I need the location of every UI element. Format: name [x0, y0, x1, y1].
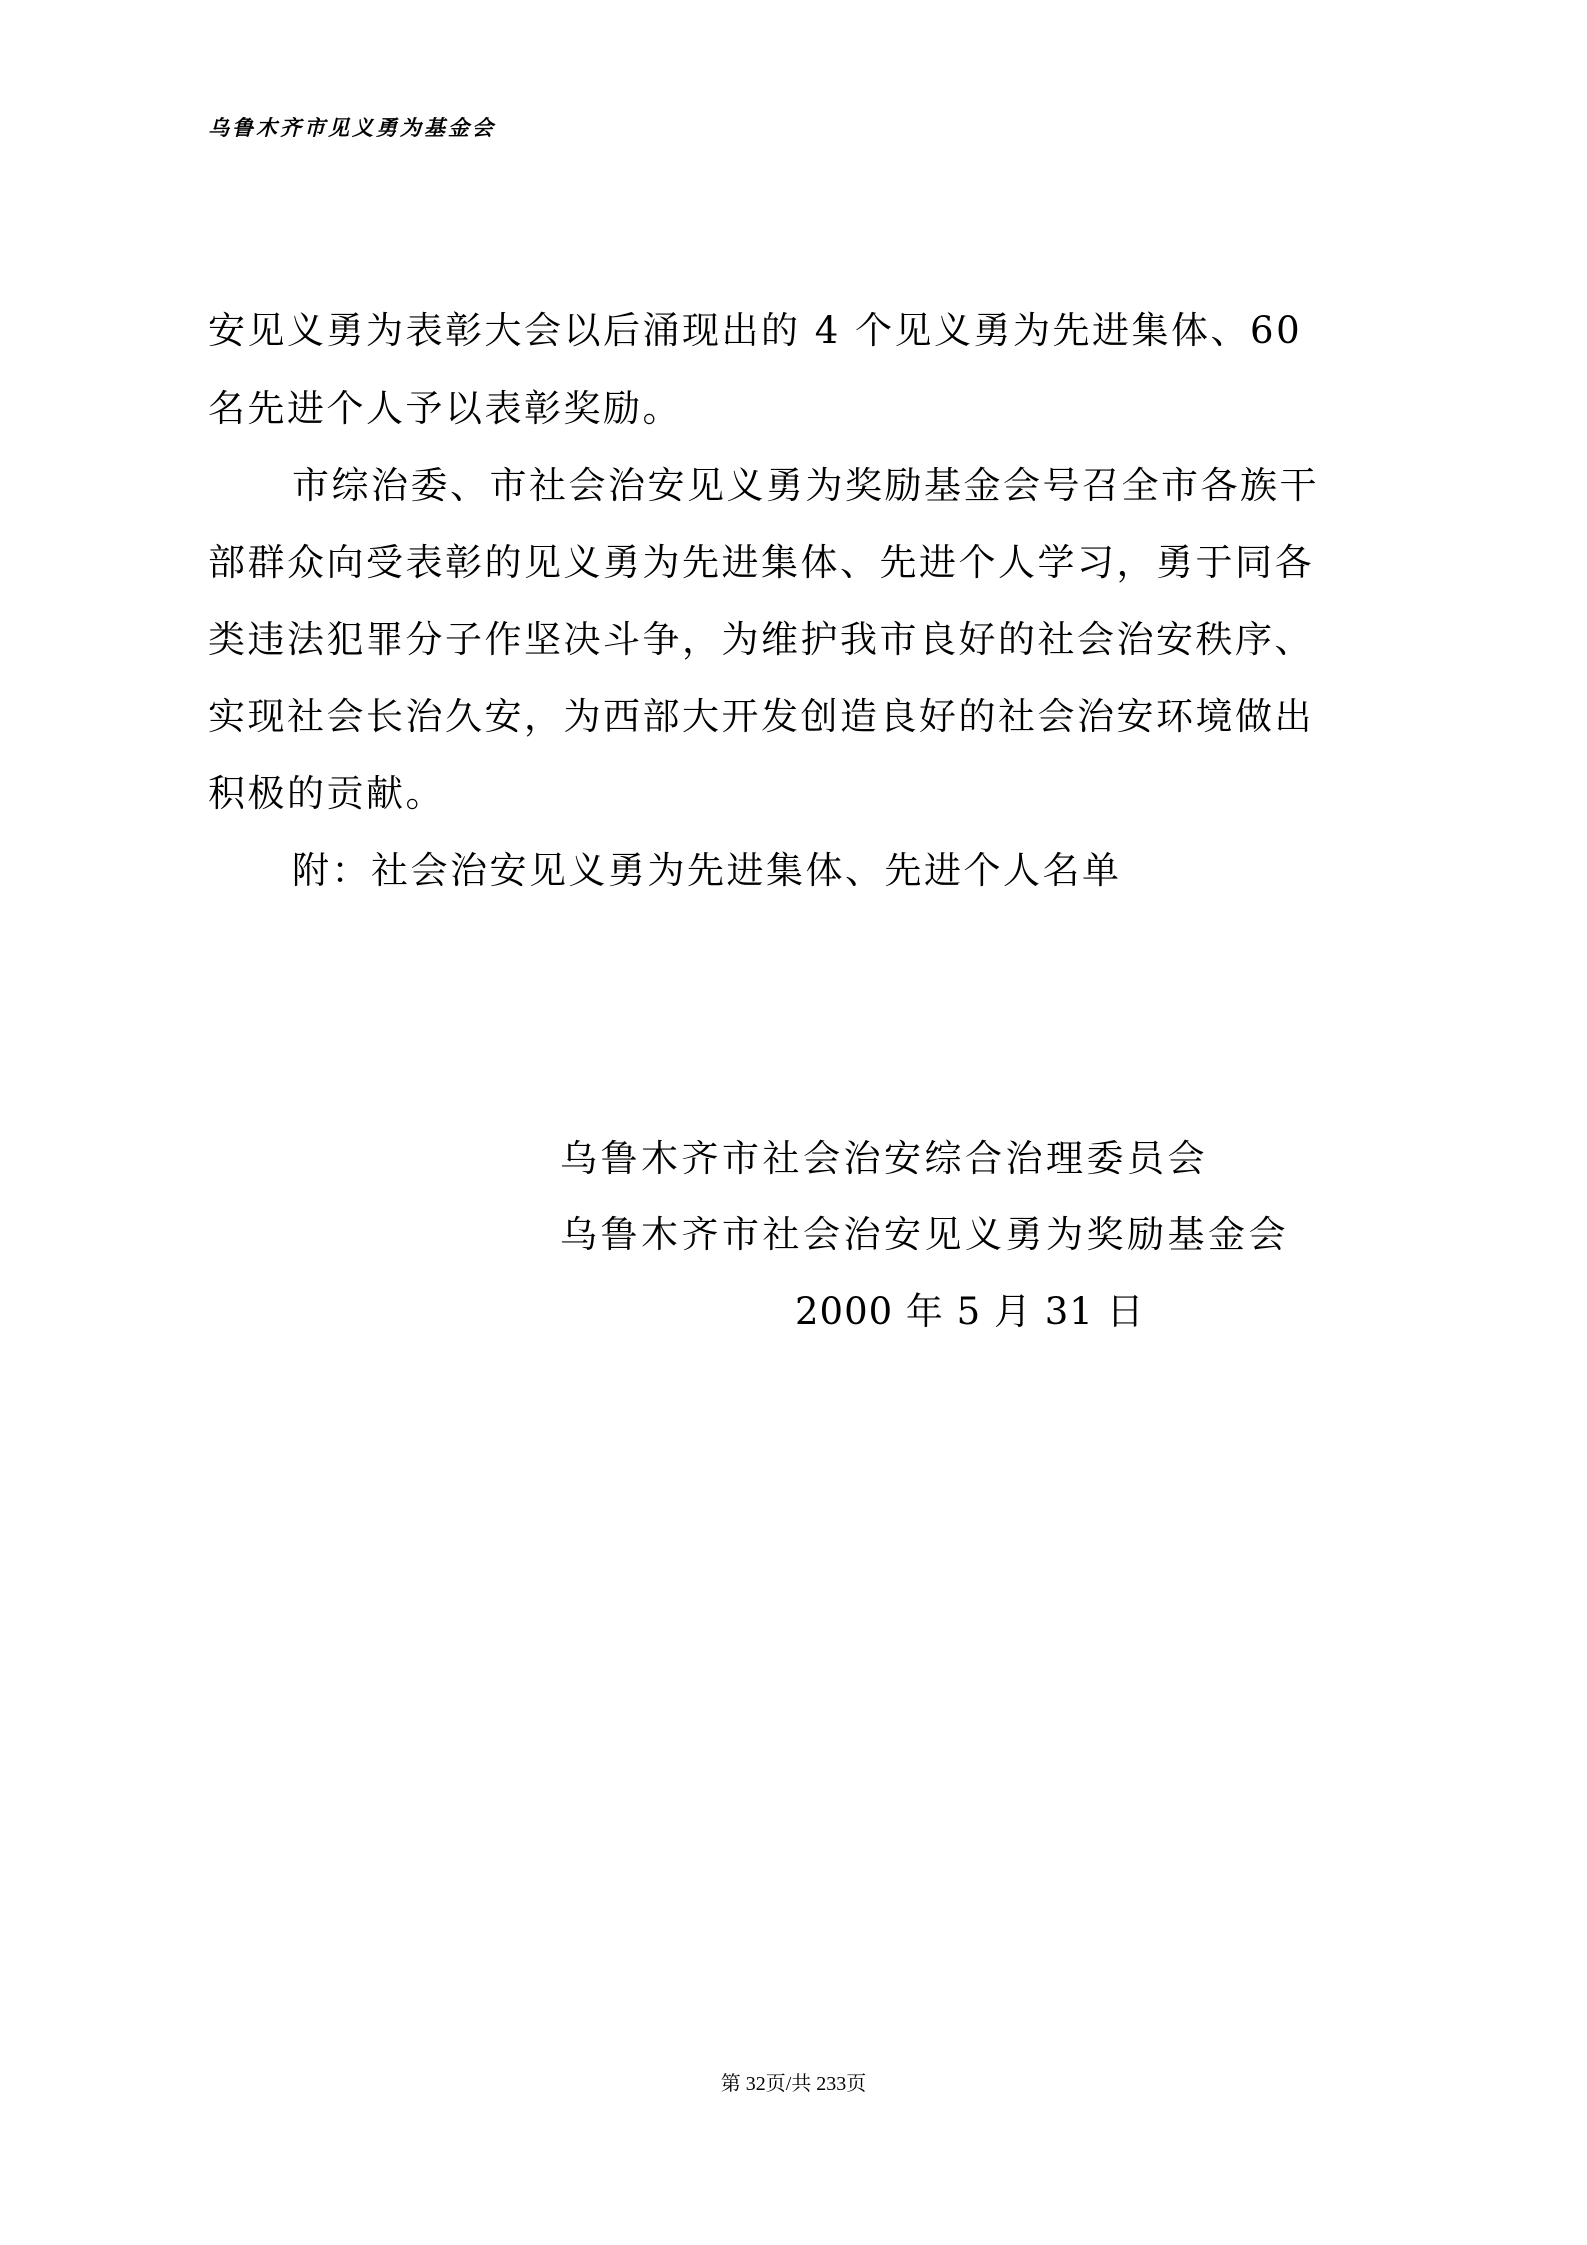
body-paragraph-2-line-2: 部群众向受表彰的见义勇为先进集体、先进个人学习，勇于同各 — [208, 541, 1314, 584]
body-paragraph-2-line-3: 类违法犯罪分子作坚决斗争，为维护我市良好的社会治安秩序、 — [208, 618, 1314, 661]
attachment-note: 附：社会治安见义勇为先进集体、先进个人名单 — [292, 849, 1122, 892]
body-paragraph-1-line-2: 名先进个人予以表彰奖励。 — [208, 387, 682, 430]
body-paragraph-2-line-4: 实现社会长治久安，为西部大开发创造良好的社会治安环境做出 — [208, 695, 1314, 738]
signature-date: 2000 年 5 月 31 日 — [795, 1290, 1145, 1333]
page-header-organization: 乌鲁木齐市见义勇为基金会 — [208, 115, 496, 140]
body-paragraph-2-line-5: 积极的贡献。 — [208, 772, 445, 815]
page-number-footer: 第 32页/共 233页 — [720, 2073, 867, 2095]
body-paragraph-2-line-1: 市综治委、市社会治安见义勇为奖励基金会号召全市各族干 — [292, 464, 1319, 507]
body-paragraph-1-line-1: 安见义勇为表彰大会以后涌现出的 4 个见义勇为先进集体、60 — [208, 309, 1303, 352]
signature-org-1: 乌鲁木齐市社会治安综合治理委员会 — [560, 1137, 1208, 1180]
signature-org-2: 乌鲁木齐市社会治安见义勇为奖励基金会 — [560, 1213, 1289, 1256]
